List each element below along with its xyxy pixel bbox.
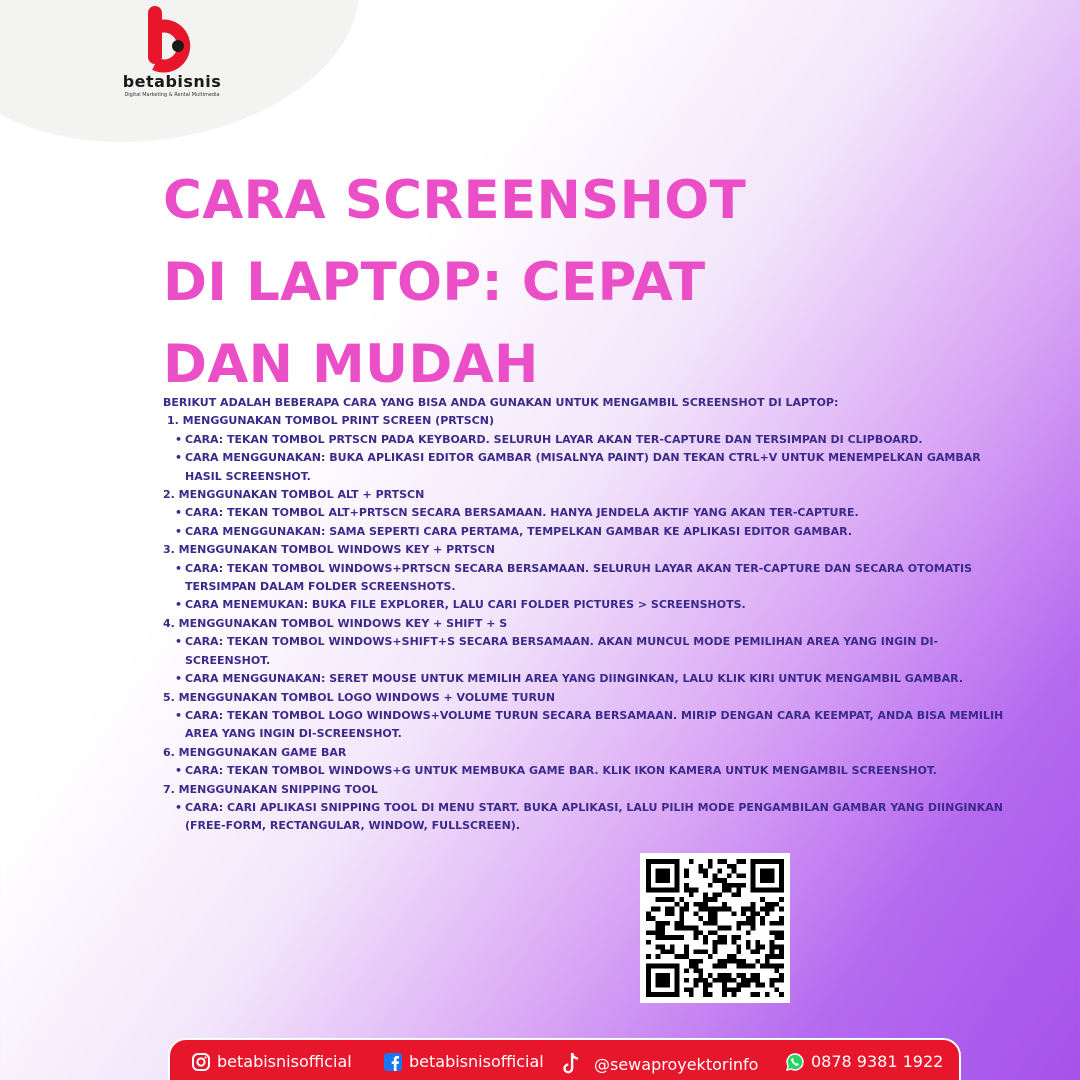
- bullet-dot-icon: •: [175, 672, 183, 686]
- instagram-icon: [192, 1053, 210, 1071]
- footer-whatsapp[interactable]: [786, 1052, 943, 1071]
- qr-code-icon: [646, 859, 784, 997]
- bullet-text: CARA MENEMUKAN: BUKA FILE EXPLORER, LALU CARI FOLDER PICTURES > SCREENSHOTS.: [185, 598, 746, 612]
- footer-tiktok[interactable]: [560, 1052, 758, 1076]
- facebook-icon: [384, 1053, 402, 1071]
- brand-tagline: Digital Marketing & Rental Multimedia: [124, 92, 220, 98]
- section-heading: 1. MENGGUNAKAN TOMBOL PRINT SCREEN (PRTSCN): [167, 414, 494, 428]
- section-heading: 2. MENGGUNAKAN TOMBOL ALT + PRTSCN: [163, 488, 425, 502]
- footer-facebook[interactable]: [384, 1052, 544, 1071]
- logo-b-icon: [140, 2, 204, 74]
- bullet-dot-icon: •: [175, 561, 183, 575]
- bullet-item: [163, 762, 1013, 780]
- bullet-text: CARA: TEKAN TOMBOL WINDOWS+PRTSCN SECARA BERSAMAAN. SELURUH LAYAR AKAN TER-CAPTURE DAN SECARA OTOMATIS TERSIMPAN DALAM FOLDER SCREENSHOTS.: [185, 561, 973, 594]
- bullet-item: [163, 596, 1013, 614]
- page-title: CARA SCREENSHOT DI LAPTOP: CEPAT DAN MUDAH: [163, 170, 747, 395]
- bullet-item: [163, 449, 1013, 486]
- instagram-handle: betabisnisofficial: [217, 1052, 352, 1071]
- bullet-text: CARA: TEKAN TOMBOL LOGO WINDOWS+VOLUME TURUN SECARA BERSAMAAN. MIRIP DENGAN CARA KEEMPAT, ANDA BISA MEMILIH AREA YANG INGIN DI-SCREENSHOT.: [185, 708, 1004, 741]
- tiktok-handle: @sewaproyektorinfo: [594, 1054, 759, 1074]
- bullet-item: [163, 633, 1013, 670]
- facebook-handle: betabisnisofficial: [409, 1052, 544, 1071]
- bullet-dot-icon: •: [175, 708, 183, 722]
- bullet-item: [163, 670, 1013, 688]
- bullet-text: CARA: TEKAN TOMBOL WINDOWS+SHIFT+S SECARA BERSAMAAN. AKAN MUNCUL MODE PEMILIHAN AREA YANG INGIN DI-SCREENSHOT.: [185, 635, 939, 667]
- bullet-text: CARA: TEKAN TOMBOL ALT+PRTSCN SECARA BERSAMAAN. HANYA JENDELA AKTIF YANG AKAN TER-CAPTURE.: [185, 506, 859, 520]
- bullet-item: [163, 707, 1013, 744]
- article-body: [163, 394, 1013, 836]
- intro-text: BERIKUT ADALAH BEBERAPA CARA YANG BISA ANDA GUNAKAN UNTUK MENGAMBIL SCREENSHOT DI LAPTOP:: [163, 396, 839, 409]
- bullet-dot-icon: •: [175, 524, 183, 538]
- qr-code: [640, 853, 790, 1003]
- bullet-item: [163, 799, 1013, 836]
- footer-bar: [168, 1038, 961, 1080]
- bullet-text: CARA: CARI APLIKASI SNIPPING TOOL DI MENU START. BUKA APLIKASI, LALU PILIH MODE PENGAMBILAN GAMBAR YANG DIINGINKAN (FREE-FORM, RECTANGULAR, WINDOW, FULLSCREEN).: [185, 800, 1003, 833]
- brand-logo: [112, 2, 232, 106]
- sections-list: [163, 412, 1013, 835]
- bullet-text: CARA MENGGUNAKAN: BUKA APLIKASI EDITOR GAMBAR (MISALNYA PAINT) DAN TEKAN CTRL+V UNTUK MENEMPELKAN GAMBAR HASIL SCREENSHOT.: [185, 451, 981, 483]
- whatsapp-number: 0878 9381 1922: [811, 1052, 944, 1071]
- section-heading: 7. MENGGUNAKAN SNIPPING TOOL: [163, 782, 378, 796]
- bullet-item: [163, 504, 1013, 522]
- section-heading: 3. MENGGUNAKAN TOMBOL WINDOWS KEY + PRTSCN: [163, 543, 495, 557]
- section-heading: 6. MENGGUNAKAN GAME BAR: [163, 745, 347, 759]
- bullet-dot-icon: •: [175, 506, 183, 520]
- bullet-text: CARA: TEKAN TOMBOL PRTSCN PADA KEYBOARD. SELURUH LAYAR AKAN TER-CAPTURE DAN TERSIMPAN DI CLIPBOARD.: [185, 432, 923, 446]
- bullet-text: CARA MENGGUNAKAN: SAMA SEPERTI CARA PERTAMA, TEMPELKAN GAMBAR KE APLIKASI EDITOR GAMBAR.: [185, 524, 853, 538]
- footer-instagram[interactable]: [192, 1052, 352, 1071]
- brand-name: betabisnis: [122, 72, 222, 91]
- whatsapp-icon: [786, 1053, 804, 1071]
- bullet-dot-icon: •: [175, 432, 183, 446]
- bullet-dot-icon: •: [175, 598, 183, 612]
- bullet-item: [163, 523, 1013, 541]
- bullet-item: [163, 560, 1013, 597]
- bullet-dot-icon: •: [175, 764, 183, 778]
- tiktok-icon: [560, 1052, 582, 1076]
- section-heading: 4. MENGGUNAKAN TOMBOL WINDOWS KEY + SHIFT + S: [163, 616, 508, 630]
- bullet-dot-icon: •: [175, 635, 183, 649]
- bullet-text: CARA: TEKAN TOMBOL WINDOWS+G UNTUK MEMBUKA GAME BAR. KLIK IKON KAMERA UNTUK MENGAMBIL SCREENSHOT.: [185, 764, 937, 778]
- bullet-dot-icon: •: [175, 800, 183, 814]
- bullet-dot-icon: •: [175, 451, 183, 465]
- bullet-text: CARA MENGGUNAKAN: SERET MOUSE UNTUK MEMILIH AREA YANG DIINGINKAN, LALU KLIK KIRI UNTUK MENGAMBIL GAMBAR.: [185, 672, 964, 686]
- section-heading: 5. MENGGUNAKAN TOMBOL LOGO WINDOWS + VOLUME TURUN: [163, 690, 556, 704]
- bullet-item: [163, 431, 1013, 449]
